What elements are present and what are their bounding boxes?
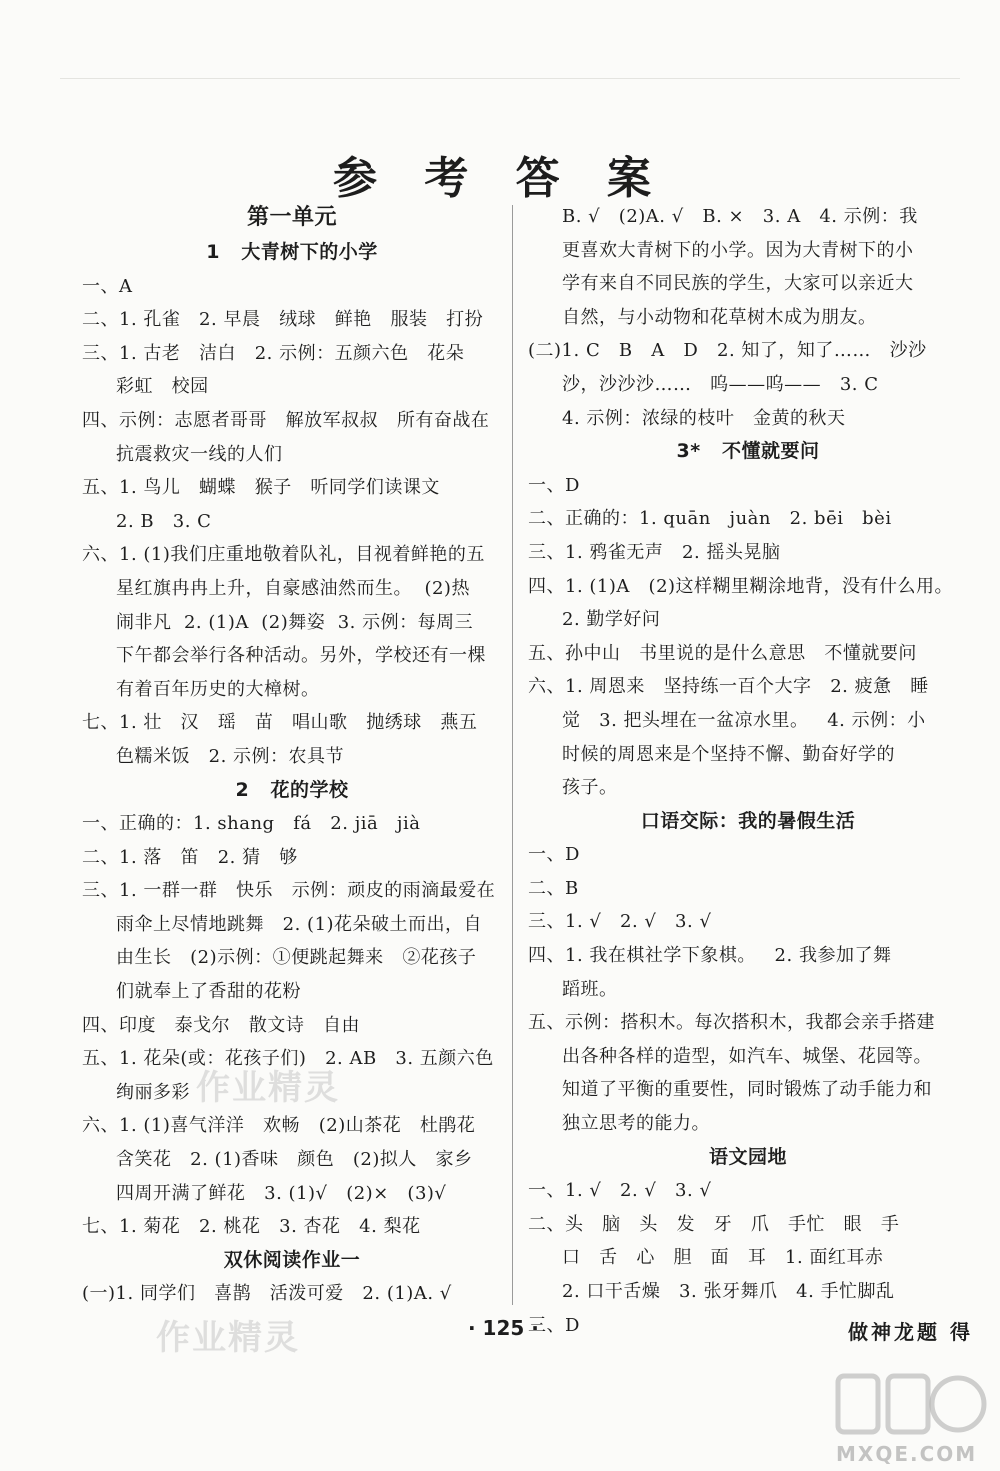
answer-line: 三、D: [528, 1314, 580, 1336]
brand-text: 做神龙题 得: [848, 1320, 973, 1344]
answer-line: 六、1. (1)我们庄重地敬着队礼，目视着鲜艳的五: [82, 544, 485, 566]
answer-line: 四、示例：志愿者哥哥 解放军叔叔 所有奋战在: [82, 409, 490, 431]
page-number: · 125 ·: [468, 1316, 539, 1340]
section-heading: 双休阅读作业一: [223, 1248, 361, 1271]
answer-line: 由生长 (2)示例：①便跳起舞来 ②花孩子: [116, 947, 477, 969]
answer-line: 二、1. 孔雀 2. 早晨 绒球 鲜艳 服装 打扮: [82, 309, 484, 331]
answer-line: 更喜欢大青树下的小学。因为大青树下的小: [562, 239, 914, 261]
answer-line: 孩子。: [562, 777, 618, 799]
section-heading: 口语交际：我的暑假生活: [640, 809, 856, 832]
answer-line: 2. 勤学好问: [562, 609, 661, 631]
section-heading: 2 花的学校: [235, 778, 349, 801]
answer-line: 们就奉上了香甜的花粉: [116, 981, 301, 1003]
answer-line: 独立思考的能力。: [562, 1113, 710, 1135]
answer-line: 五、示例：搭积木。每次搭积木，我都会亲手搭建: [528, 1012, 935, 1034]
answer-line: 三、1. √ 2. √ 3. √: [528, 911, 712, 933]
answer-line: 闹非凡 2. (1)A (2)舞姿 3. 示例：每周三: [116, 611, 474, 633]
answer-line: 五、1. 鸟儿 蝴蝶 猴子 听同学们读课文: [82, 477, 440, 499]
watermark-text: 作业精灵: [156, 1318, 300, 1358]
answer-line: 雨伞上尽情地跳舞 2. (1)花朵破土而出，自: [116, 913, 483, 935]
answer-line: 觉 3. 把头埋在一盆凉水里。 4. 示例：小: [562, 709, 926, 731]
section-heading: 1 大青树下的小学: [206, 241, 378, 263]
answer-line: (二)1. C B A D 2. 知了，知了…… 沙沙: [528, 340, 927, 362]
answer-line: (一)1. 同学们 喜鹊 活泼可爱 2. (1)A. √: [82, 1283, 452, 1305]
answer-line: 2. B 3. C: [116, 510, 212, 532]
answer-line: 沙，沙沙沙…… 呜——呜—— 3. C: [562, 373, 879, 395]
answer-line: 一、D: [528, 844, 580, 866]
answer-line: 蹈班。: [562, 978, 618, 1000]
right-column: [528, 200, 968, 1342]
top-rule: [60, 78, 960, 79]
answer-line: 含笑花 2. (1)香味 颜色 (2)拟人 家乡: [116, 1149, 473, 1171]
answer-line: 一、1. √ 2. √ 3. √: [528, 1180, 712, 1202]
answer-line: 五、1. 花朵(或：花孩子们) 2. AB 3. 五颜六色: [82, 1048, 494, 1070]
answer-line: 知道了平衡的重要性，同时锻炼了动手能力和: [562, 1079, 932, 1101]
answer-line: 抗震救灾一线的人们: [116, 443, 283, 465]
answer-line: B. √ (2)A. √ B. × 3. A 4. 示例：我: [562, 206, 918, 227]
answer-line: 五、孙中山 书里说的是什么意思 不懂就要问: [528, 642, 917, 664]
left-column: [82, 200, 502, 1311]
answer-line: 自然，与小动物和花草树木成为朋友。: [562, 306, 877, 328]
section-heading: 3* 不懂就要问: [676, 440, 820, 463]
answer-line: 出各种各样的造型，如汽车、城堡、花园等。: [562, 1045, 932, 1067]
answer-line: 一、正确的：1. shang fá 2. jiā jià: [82, 813, 421, 835]
site-watermark-text: MXQE.COM: [836, 1442, 978, 1466]
answer-line: 六、1. (1)喜气洋洋 欢畅 (2)山茶花 杜鹃花: [82, 1115, 476, 1137]
answer-line: 色糯米饭 2. 示例：农具节: [116, 745, 345, 767]
answer-line: 四周开满了鲜花 3. (1)√ (2)× (3)√: [116, 1182, 447, 1204]
answer-line: 三、1. 一群一群 快乐 示例：顽皮的雨滴最爱在: [82, 880, 496, 902]
column-divider: [512, 205, 513, 1305]
answer-line: 二、B: [528, 877, 579, 899]
answer-line: 一、D: [528, 474, 580, 496]
answer-line: 绚丽多彩: [116, 1081, 190, 1103]
answer-line: 二、头 脑 头 发 牙 爪 手忙 眼 手: [528, 1213, 900, 1235]
answer-line: 六、1. 周恩来 坚持练一百个大字 2. 疲惫 睡: [528, 676, 929, 698]
section-heading: 语文园地: [708, 1145, 787, 1168]
answer-line: 七、1. 菊花 2. 桃花 3. 杏花 4. 梨花: [82, 1216, 421, 1238]
answer-line: 4. 示例：浓绿的枝叶 金黄的秋天: [562, 407, 846, 429]
watermark-text: 作业精灵: [196, 1068, 340, 1108]
answer-line: 下午都会举行各种活动。另外，学校还有一棵: [116, 645, 486, 667]
answer-line: 二、正确的：1. quān juàn 2. bēi bèi: [528, 508, 892, 530]
answer-line: 一、A: [82, 275, 133, 297]
answer-line: 学有来自不同民族的学生，大家可以亲近大: [562, 273, 914, 295]
answer-line: 二、1. 落 笛 2. 猜 够: [82, 846, 298, 868]
answer-line: 四、1. 我在棋社学下象棋。 2. 我参加了舞: [528, 945, 892, 967]
answer-line: 三、1. 鸦雀无声 2. 摇头晃脑: [528, 541, 781, 563]
answer-line: 四、印度 泰戈尔 散文诗 自由: [82, 1014, 360, 1036]
answer-line: 口 舌 心 胆 面 耳 1. 面红耳赤: [562, 1247, 884, 1269]
answer-line: 彩虹 校园: [116, 376, 209, 398]
answer-line: 星红旗冉冉上升，自豪感油然而生。 (2)热: [116, 577, 470, 599]
answer-line: 2. 口干舌燥 3. 张牙舞爪 4. 手忙脚乱: [562, 1281, 895, 1302]
answer-line: 四、1. (1)A (2)这样糊里糊涂地背，没有什么用。: [528, 575, 954, 597]
answer-line: 七、1. 壮 汉 瑶 苗 唱山歌 抛绣球 燕五: [82, 712, 478, 734]
answer-line: 有着百年历史的大樟树。: [116, 678, 320, 700]
answer-line: 时候的周恩来是个坚持不懈、勤奋好学的: [562, 743, 895, 765]
section-heading: 第一单元: [246, 205, 337, 230]
answer-line: 三、1. 古老 洁白 2. 示例：五颜六色 花朵: [82, 342, 465, 364]
page-title: 参 考 答 案: [333, 153, 667, 204]
